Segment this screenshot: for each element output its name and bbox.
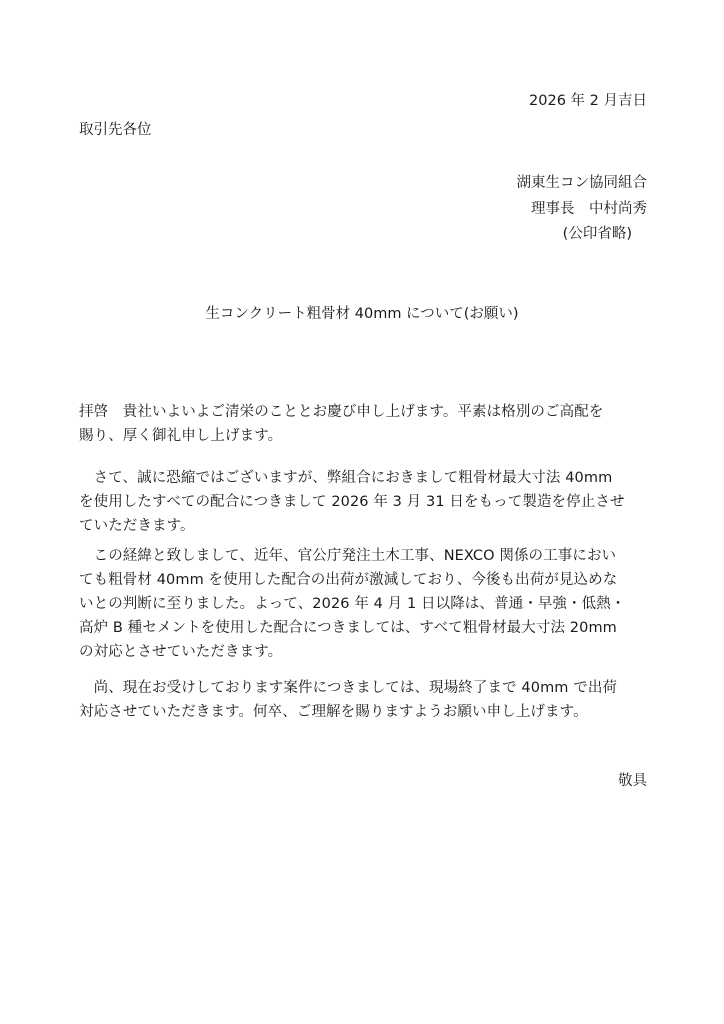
paragraph-line: 賜り、厚く御礼申し上げます。: [79, 428, 283, 444]
body-paragraph-3: [79, 676, 649, 724]
paragraph-line: この経緯と致しまして、近年、官公庁発注土木工事、NEXCO 関係の工事におい: [79, 548, 617, 564]
greeting-paragraph: [79, 400, 649, 448]
seal-omitted-note: (公印省略): [562, 226, 632, 242]
paragraph-line: さて、誠に恐縮ではございますが、弊組合におきまして粗骨材最大寸法 40mm: [79, 470, 613, 486]
paragraph-line: を使用したすべての配合につきまして 2026 年 3 月 31 日をもって製造を停止させ: [79, 494, 625, 510]
paragraph-line: 高炉 B 種セメントを使用した配合につきましては、すべて粗骨材最大寸法 20mm: [79, 620, 617, 636]
letter-date: 2026 年 2 月吉日: [529, 93, 647, 109]
body-paragraph-2: [79, 544, 649, 664]
paragraph-line: の対応とさせていただきます。: [79, 644, 283, 660]
recipient: 取引先各位: [79, 122, 152, 138]
paragraph-line: ても粗骨材 40mm を使用した配合の出荷が激減しており、今後も出荷が見込めな: [79, 572, 618, 588]
body-paragraph-1: [79, 466, 649, 538]
letter-title: 生コンクリート粗骨材 40mm について(お願い): [205, 306, 519, 322]
paragraph-line: ていただきます。: [79, 518, 195, 534]
paragraph-line: 拝啓 貴社いよいよご清栄のこととお慶び申し上げます。平素は格別のご高配を: [79, 404, 604, 420]
closing-phrase: 敬具: [618, 773, 647, 789]
sender-organization: 湖東生コン協同組合: [516, 175, 647, 191]
paragraph-line: 尚、現在お受けしております案件につきましては、現場終了まで 40mm で出荷: [79, 680, 618, 696]
paragraph-line: いとの判断に至りました。よって、2026 年 4 月 1 日以降は、普通・早強・低熱・: [79, 596, 626, 612]
sender-name: 理事長 中村尚秀: [531, 201, 647, 217]
paragraph-line: 対応させていただきます。何卒、ご理解を賜りますようお願い申し上げます。: [79, 704, 588, 720]
